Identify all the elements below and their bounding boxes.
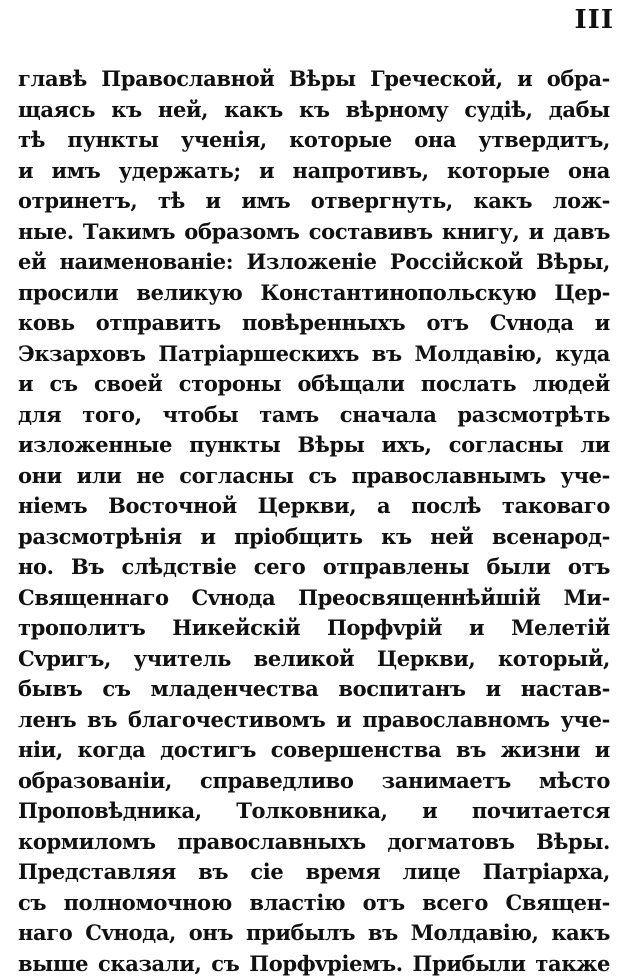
text-line: Сvригъ, учитель великой Церкви, который, — [18, 645, 610, 671]
text-line: главѣ Православной Вѣры Греческой, и обра- — [18, 66, 610, 91]
text-line: ные. Такимъ образомъ составивъ книгу, и давъ — [18, 218, 610, 244]
text-line: для того, чтобы тамъ сначала разсмотрѣть — [18, 401, 610, 427]
text-line: тѣ пункты ученія, которые она утвердитъ, — [18, 127, 610, 152]
text-line: разсмотрѣнія и пріобщить къ ней всенарод- — [18, 523, 610, 549]
text-line: Проповѣдника, Толковника, и почитается — [18, 798, 610, 823]
text-line: ленъ въ благочестивомъ и православномъ уче- — [18, 706, 610, 732]
text-line: они или не согласны съ православнымъ уче- — [18, 462, 610, 488]
text-line: ніи, когда достигъ совершенства въ жизни и — [18, 737, 610, 762]
text-line: бывъ съ младенчества воспитанъ и настав- — [18, 676, 610, 701]
text-line: просили великую Константинопольскую Цер- — [18, 279, 610, 305]
text-line: изложенные пункты Вѣры ихъ, согласны ли — [18, 432, 610, 457]
text-line: и съ своей стороны обѣщали послать людей — [18, 371, 610, 396]
text-line: и имъ удержать; и напротивъ, которые она — [18, 157, 610, 183]
text-line: но. Въ слѣдствіе сего отправлены были отъ — [18, 554, 610, 579]
text-line: выше сказали, съ Порфvріемъ. Прибыли также — [18, 950, 610, 976]
text-line: трополитъ Никейскій Порфvрій и Мелетій — [18, 615, 610, 640]
text-line: щаясь къ ней, какъ къ вѣрному судіѣ, дабы — [18, 96, 610, 122]
text-line: Священнаго Сvнода Преосвященнѣйшій Ми- — [18, 584, 610, 610]
text-line: отринетъ, тѣ и имъ отвергнуть, какъ лож- — [18, 188, 610, 213]
text-line: ковь отправить повѣренныхъ отъ Сvнода и — [18, 310, 610, 335]
text-line: образованіи, справедливо занимаетъ мѣсто — [18, 767, 610, 793]
text-line: наго Сvнода, онъ прибылъ въ Молдавію, какъ — [18, 920, 610, 945]
text-line: Представляя въ сіе время лице Патріарха, — [18, 859, 610, 884]
body-text — [18, 64, 610, 979]
text-line: ей наименованіе: Изложеніе Россійской Вѣры, — [18, 249, 610, 274]
page-number: III — [574, 5, 614, 35]
text-line: кормиломъ православныхъ догматовъ Вѣры. — [18, 828, 610, 854]
text-line: ніемъ Восточной Церкви, а послѣ таковаго — [18, 493, 610, 518]
text-line: съ полномочною властію отъ всего Священ- — [18, 889, 610, 915]
text-line: Экзарховъ Патріаршескихъ въ Молдавію, куда — [18, 340, 610, 366]
